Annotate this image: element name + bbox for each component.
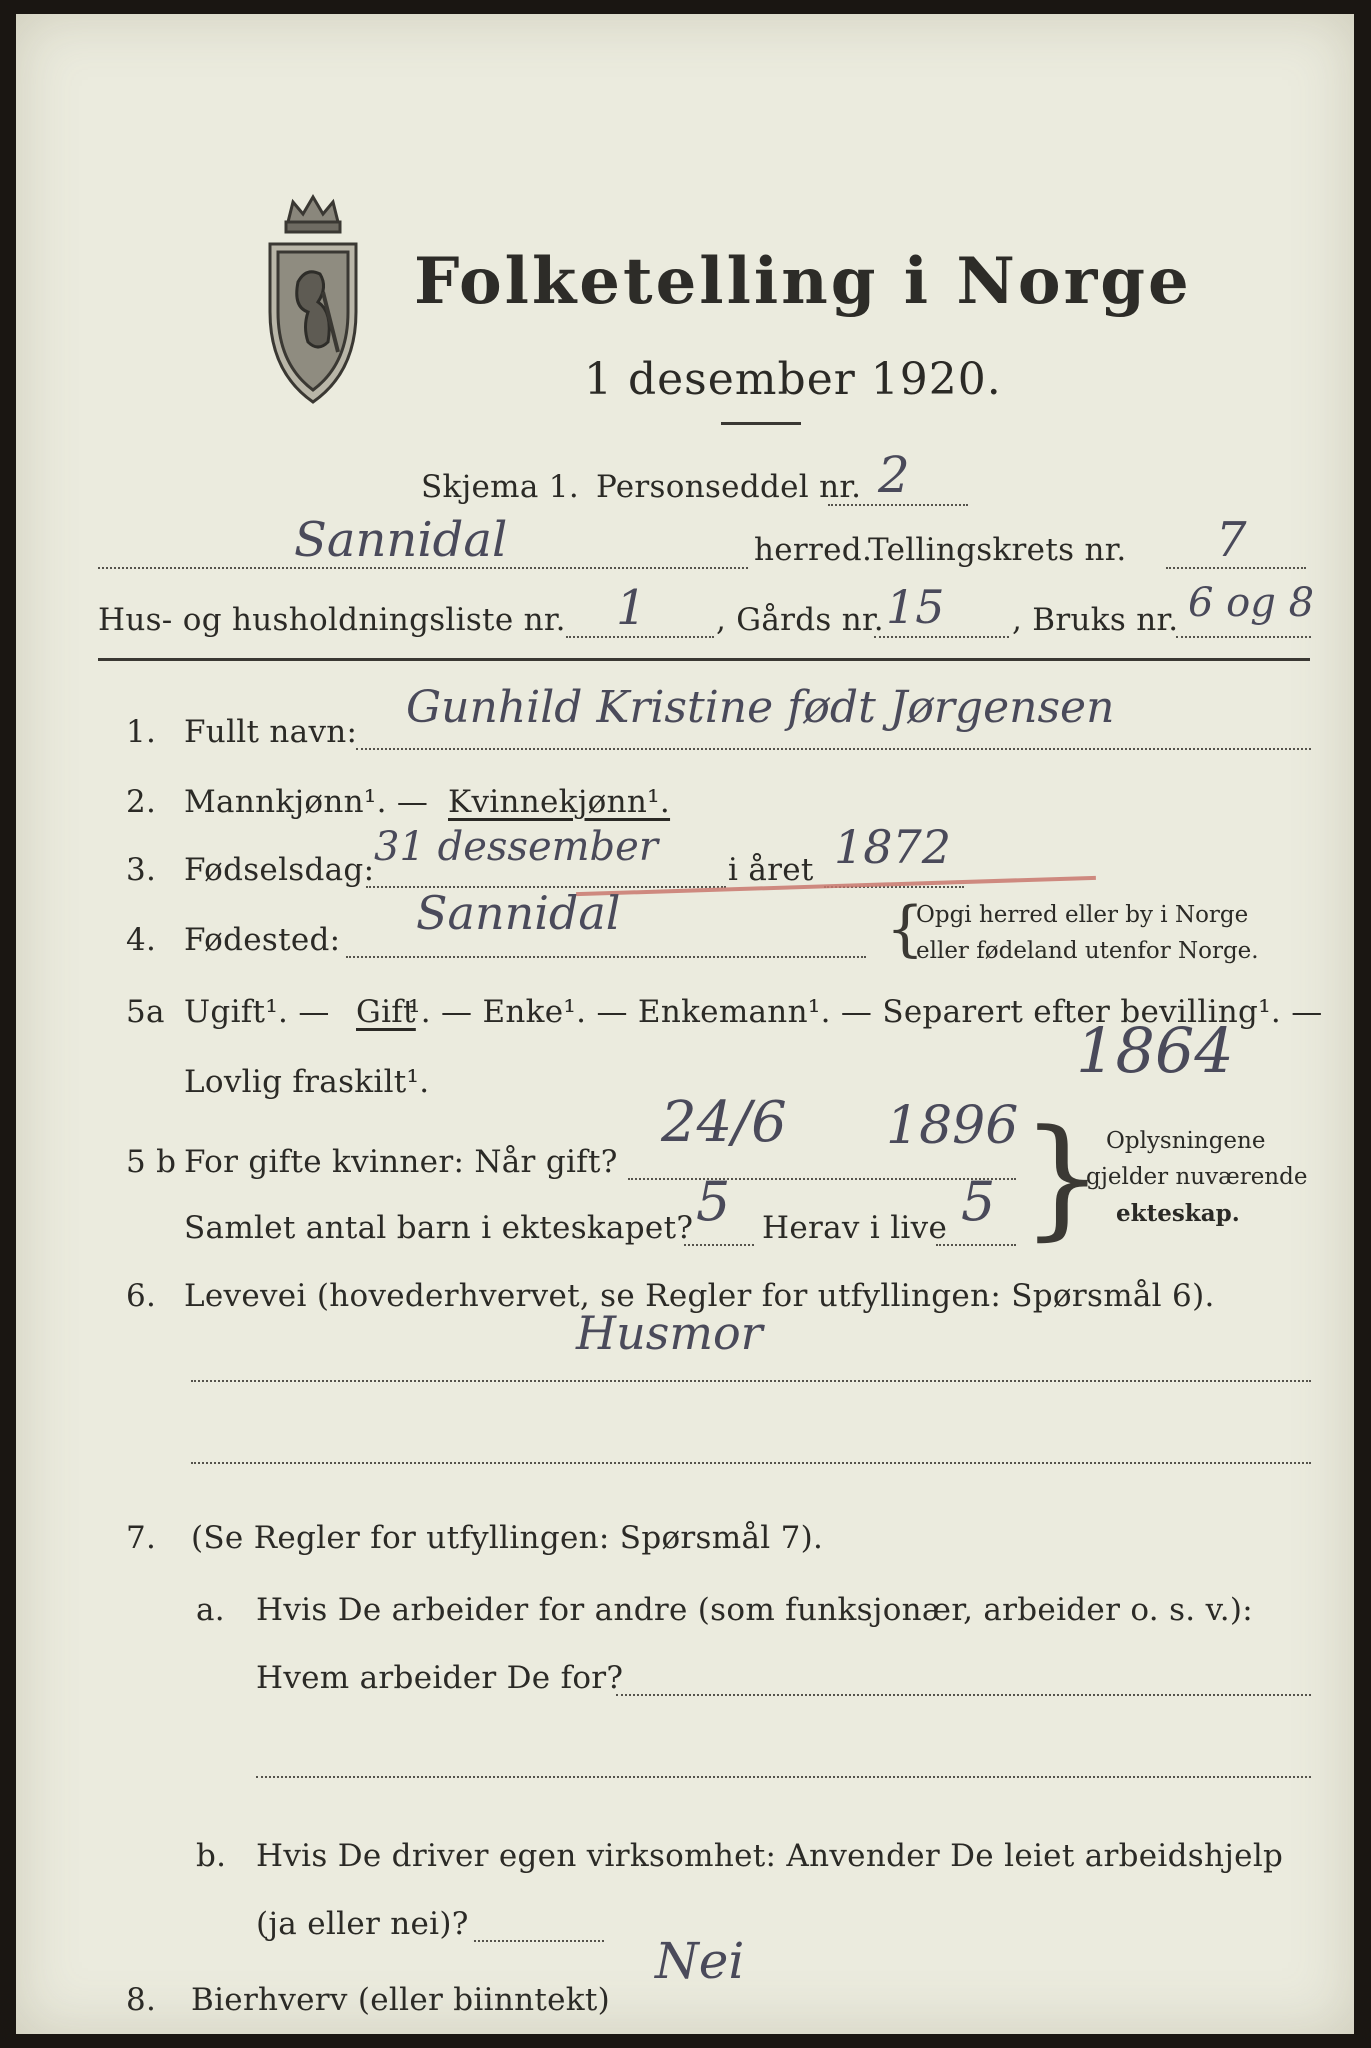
q2-number: 2. — [126, 784, 157, 820]
gards-label: , Gårds nr. — [716, 602, 884, 638]
margin-year-value: 1864 — [1076, 1014, 1234, 1087]
q5b-number: 5 b — [126, 1144, 177, 1180]
bruks-value[interactable]: 6 og 8 — [1188, 580, 1315, 626]
full-name-value[interactable]: Gunhild Kristine født Jørgensen — [406, 682, 1115, 733]
employer-label: Hvem arbeider De for? — [256, 1660, 624, 1696]
brace: { — [886, 894, 925, 964]
q7a-number: a. — [196, 1592, 225, 1628]
form-title: Folketelling i Norge — [414, 244, 1192, 319]
hus-label: Hus- og husholdningsliste nr. — [98, 602, 566, 638]
q7b-label: Hvis De driver egen virksomhet: Anvender De leiet arbeidshjelp — [256, 1838, 1284, 1874]
skjema-label: Skjema 1. — [421, 469, 579, 505]
personseddel-value[interactable]: 2 — [878, 446, 910, 504]
occupation-label: Levevei (hovederhvervet, se Regler for utfyllingen: Spørsmål 6). — [184, 1278, 1215, 1314]
married-day-value[interactable]: 24/6 — [661, 1090, 787, 1155]
mannkjonn-option[interactable]: Mannkjønn¹. — — [184, 784, 429, 820]
hus-value[interactable]: 1 — [616, 580, 647, 636]
q7b-number: b. — [196, 1838, 227, 1874]
birth-year-value[interactable]: 1872 — [834, 820, 952, 874]
tellingskrets-value[interactable]: 7 — [1216, 512, 1247, 568]
header-rule — [98, 658, 1310, 661]
q7a-label: Hvis De arbeider for andre (som funksjonær, arbeider o. s. v.): — [256, 1592, 1254, 1628]
personseddel-label: Personseddel nr. — [596, 469, 862, 505]
q5b-note-2: gjelder nuværende — [1086, 1164, 1308, 1190]
norwegian-coat-of-arms-icon — [248, 192, 378, 412]
alive-value[interactable]: 5 — [961, 1170, 996, 1233]
birthplace-label: Fødested: — [184, 922, 341, 958]
q3-number: 3. — [126, 852, 157, 888]
hired-help-label: (ja eller nei)? — [256, 1906, 469, 1942]
title-divider — [721, 422, 801, 425]
birthplace-note-2: eller fødeland utenfor Norge. — [916, 938, 1259, 964]
q5b-note-1: Oplysningene — [1106, 1128, 1266, 1154]
herred-value[interactable]: Sannidal — [294, 512, 508, 568]
employer-field[interactable] — [616, 1694, 1311, 1696]
gift-option[interactable]: Gift — [356, 994, 416, 1030]
marital-options[interactable]: ¹. — Enke¹. — Enkemann¹. — Separert efter bevilling¹. — — [408, 994, 1323, 1030]
herred-label: herred. — [754, 532, 873, 568]
ugift-option[interactable]: Ugift¹. — — [184, 994, 330, 1030]
side-income-value[interactable]: Nei — [655, 1932, 745, 1990]
q5b-note-3: ekteskap. — [1116, 1200, 1240, 1227]
birthplace-note-1: Opgi herred eller by i Norge — [916, 902, 1249, 928]
birthplace-value[interactable]: Sannidal — [416, 886, 621, 940]
children-label: Samlet antal barn i ekteskapet? — [184, 1210, 694, 1246]
q4-number: 4. — [126, 922, 157, 958]
alive-label: Herav i live — [762, 1210, 948, 1246]
birthday-label: Fødselsdag: — [184, 852, 375, 888]
fraskilt-option[interactable]: Lovlig fraskilt¹. — [184, 1064, 430, 1100]
brace: } — [1021, 1101, 1104, 1253]
q7-label: (Se Regler for utfyllingen: Spørsmål 7). — [191, 1520, 824, 1556]
gards-value[interactable]: 15 — [886, 580, 945, 634]
q8-number: 8. — [126, 1982, 157, 2018]
census-form — [16, 14, 1354, 2034]
kvinnekjonn-option[interactable]: Kvinnekjønn¹. — [448, 784, 671, 820]
married-year-value[interactable]: 1896 — [886, 1096, 1019, 1156]
occupation-value[interactable]: Husmor — [576, 1306, 763, 1360]
bruks-label: , Bruks nr. — [1012, 602, 1179, 638]
q5a-number: 5a — [126, 994, 165, 1030]
tellingskrets-label: Tellingskrets nr. — [868, 532, 1127, 568]
full-name-label: Fullt navn: — [184, 714, 358, 750]
q1-number: 1. — [126, 714, 157, 750]
children-value[interactable]: 5 — [696, 1170, 731, 1233]
q6-number: 6. — [126, 1278, 157, 1314]
hired-help-field[interactable] — [474, 1940, 604, 1942]
side-income-label: Bierhverv (eller biinntekt) — [191, 1982, 611, 2018]
birthday-value[interactable]: 31 dessember — [374, 824, 658, 870]
birth-year-label: i året — [728, 852, 814, 888]
census-date: 1 desember 1920. — [584, 354, 1002, 405]
q7-number: 7. — [126, 1520, 157, 1556]
married-when-label: For gifte kvinner: Når gift? — [184, 1144, 618, 1180]
